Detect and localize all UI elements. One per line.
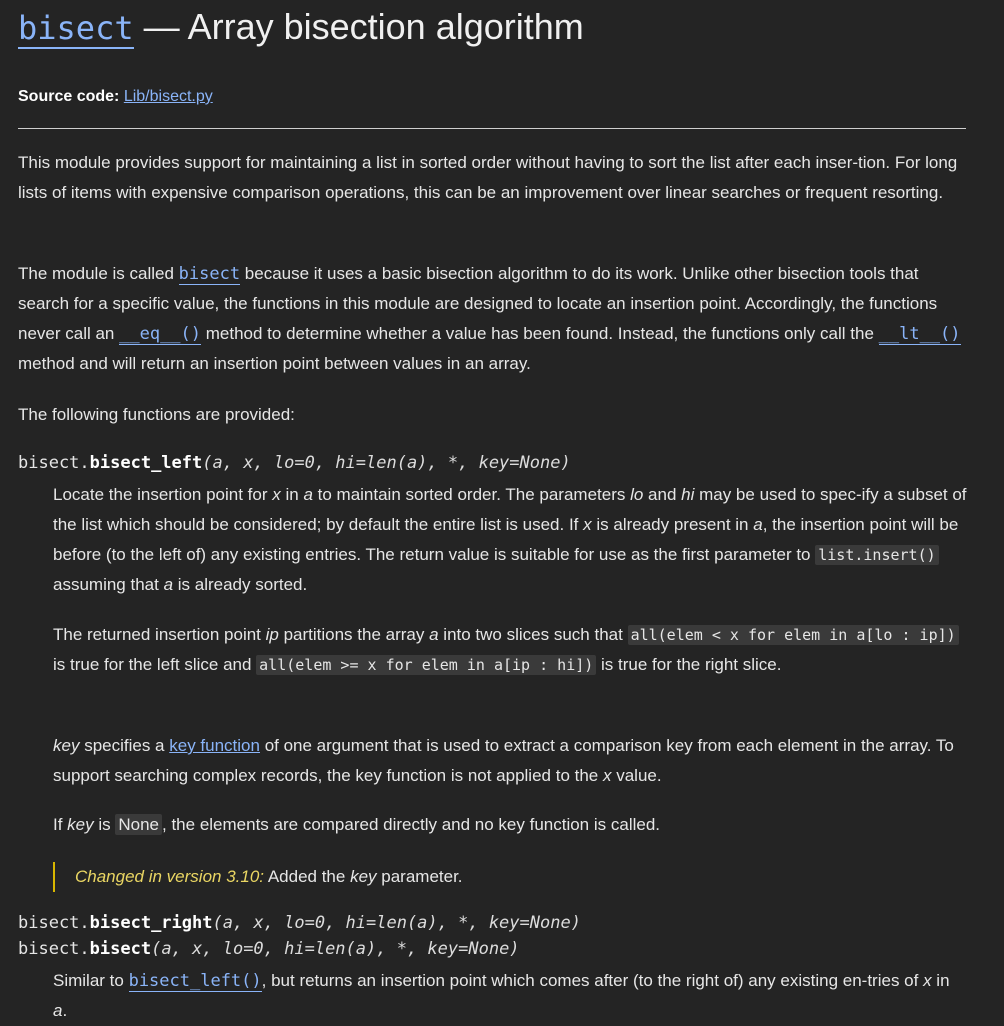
text: Similar to [53,971,129,990]
param-x: x [602,766,612,785]
text: is true for the right slice. [596,655,782,674]
text: is [93,815,116,834]
version-changed-note [53,862,463,892]
source-code-line [18,82,213,112]
text: method to determine whether a value has been found. Instead, the functions only call the [201,324,879,343]
divider [18,128,966,129]
right-slice-code: all(elem >= x for elem in a[ip : hi]) [256,655,596,675]
text: is already sorted. [173,575,308,594]
text: , the insertion point will be before (to the left of) any existing entries. The return value is suitable for use as the first parameter to [53,515,959,564]
text: is true for the left slice and [53,655,257,674]
lt-method-link[interactable]: __lt__() [878,324,961,344]
text: because it uses a basic bisection algorithm to do its work. Unlike other bisection tools that search for a specific value, the functions in this module are designed to locate an insertion point. Accordingly, the functions never call an [18,264,938,343]
sig-name: bisect_left [89,453,203,473]
param-key: key [53,736,80,755]
text: If [53,815,68,834]
param-x: x [923,971,932,990]
bisect-left-partition-paragraph [53,620,968,680]
bisect-left-description [53,480,968,600]
text: The returned insertion point [53,625,266,644]
module-description-paragraph [18,259,968,379]
none-code: None [115,814,162,835]
text: may be used to spec-ify a subset of the list which should be considered; by default the entire list is used. If [53,485,967,534]
param-ip: ip [265,625,279,644]
text: Locate the insertion point for [53,485,273,504]
param-a: a [163,575,174,594]
bisect-module-link[interactable]: bisect [178,264,241,284]
param-x: x [583,515,592,534]
bisect-left-link[interactable]: bisect_left() [128,971,262,991]
functions-intro: The following functions are provided: [18,405,295,424]
text: The module is called [18,264,179,283]
bisect-left-signature [18,448,571,478]
text: , the elements are compared directly and no key function is called. [162,815,661,834]
param-lo: lo [630,485,644,504]
intro-paragraph: This module provides support for maintaining a list in sorted order without having to sort the list after each inser-tion. For long lists of items with expensive comparison operations, this can be an improvement over linear searches or frequent resorting. [18,153,958,202]
text: in [931,971,950,990]
changed-version-label: Changed in version 3.10: [75,867,265,886]
bisect-signature [18,934,520,964]
bisect-right-description [53,966,968,1026]
source-code-link[interactable]: Lib/bisect.py [123,88,213,105]
sig-params: (a, x, lo=0, hi=len(a), *, key=None) [212,913,581,933]
bisect-left-none-paragraph [53,810,968,840]
list-insert-code: list.insert() [815,545,938,565]
text: is already present in [591,515,754,534]
left-slice-code: all(elem < x for elem in a[lo : ip]) [628,625,959,645]
sig-params: (a, x, lo=0, hi=len(a), *, key=None) [151,939,520,959]
text: parameter. [376,867,463,886]
text: specifies a [79,736,170,755]
eq-method-link[interactable]: __eq__() [119,324,202,344]
param-x: x [272,485,281,504]
sig-params: (a, x, lo=0, hi=len(a), *, key=None) [202,453,571,473]
page-title-text: — Array bisection algorithm [133,6,584,47]
text: Added the [264,867,351,886]
sig-prefix: bisect. [18,913,90,933]
text: value. [611,766,662,785]
bisect-left-key-paragraph [53,731,968,791]
text: to maintain sorted order. The parameters [312,485,631,504]
text: . [62,1001,68,1020]
param-hi: hi [681,485,695,504]
sig-name: bisect [89,939,152,959]
param-a: a [753,515,763,534]
sig-name: bisect_right [89,913,213,933]
text: , but returns an insertion point which comes after (to the right of) any existing en-tries of [261,971,924,990]
page-title [18,4,584,51]
param-key: key [67,815,94,834]
text: method and will return an insertion point between values in an array. [18,354,531,373]
param-a: a [53,1001,63,1020]
text: and [643,485,682,504]
text: partitions the array [278,625,430,644]
sig-prefix: bisect. [18,453,90,473]
source-code-label: Source code: [18,88,120,105]
module-name-link[interactable]: bisect [18,9,134,47]
text: assuming that [53,575,164,594]
text: of one argument that is used to extract a comparison key from each element in the array. To support searching complex records, the key function is not applied to the [53,736,954,785]
param-key: key [350,867,377,886]
param-a: a [429,625,439,644]
key-function-link[interactable]: key function [169,736,260,755]
text: in [280,485,304,504]
param-a: a [303,485,313,504]
sig-prefix: bisect. [18,939,90,959]
text: into two slices such that [438,625,628,644]
